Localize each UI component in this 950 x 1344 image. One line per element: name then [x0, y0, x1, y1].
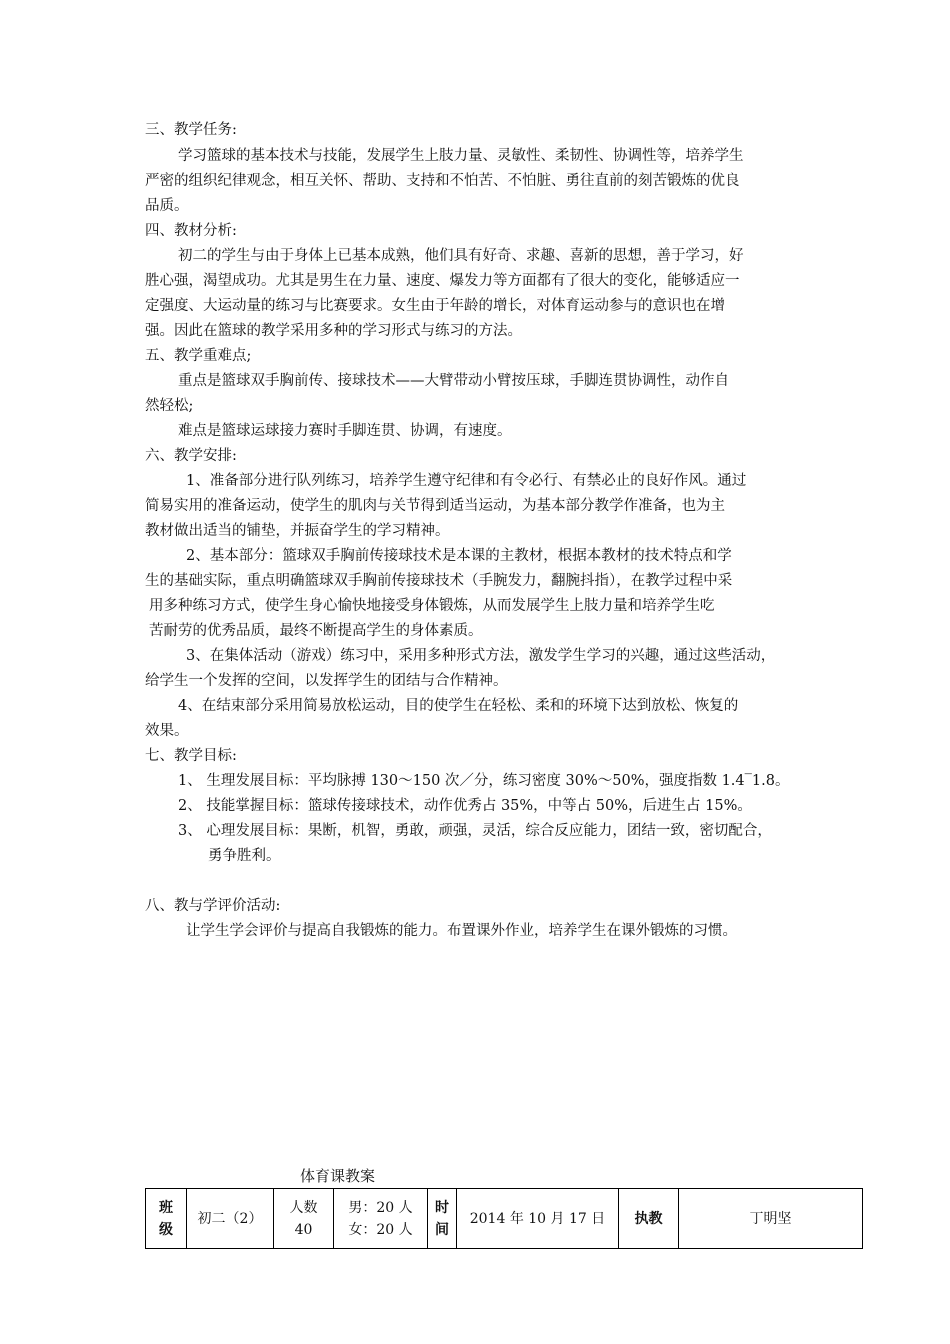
text-line: 苦耐劳的优秀品质，最终不断提高学生的身体素质。 — [149, 623, 483, 639]
time-label: 时间 — [428, 1189, 457, 1249]
class-value: 初二（2） — [187, 1189, 274, 1249]
text-line: 教材做出适当的铺垫，并振奋学生的学习精神。 — [145, 523, 450, 539]
text-line: 4、在结束部分采用简易放松运动，目的使学生在轻松、柔和的环境下达到放松、恢复的 — [178, 698, 739, 714]
text-line: 强。因此在篮球的教学采用多种的学习形式与练习的方法。 — [145, 323, 522, 339]
text-line: 勇争胜利。 — [208, 848, 281, 864]
text-line: 2、基本部分：篮球双手胸前传接球技术是本课的主教材，根据本教材的技术特点和学 — [186, 548, 732, 564]
text-line: 重点是篮球双手胸前传、接球技术——大臂带动小臂按压球，手脚连贯协调性，动作自 — [178, 373, 729, 389]
student-count: 人数 40 — [274, 1189, 334, 1249]
text-line: 生的基础实际，重点明确篮球双手胸前传接球技术（手腕发力，翻腕抖指），在教学过程中采 — [145, 573, 733, 589]
text-line: 然轻松; — [145, 398, 194, 414]
lesson-date: 2014 年 10 月 17 日 — [457, 1189, 619, 1249]
heading-tasks: 三、教学任务: — [145, 122, 237, 138]
gender-breakdown: 男：20 人 女：20 人 — [334, 1189, 428, 1249]
teacher-name: 丁明坚 — [679, 1189, 863, 1249]
heading-material: 四、教材分析: — [145, 223, 237, 239]
heading-evaluation: 八、教与学评价活动: — [145, 898, 281, 914]
text-line: 初二的学生与由于身体上已基本成熟，他们具有好奇、求趣、喜新的思想，善于学习，好 — [178, 248, 744, 264]
text-line: 简易实用的准备运动，使学生的肌肉与关节得到适当运动，为基本部分教学作准备，也为主 — [145, 498, 725, 514]
text-line: 1、准备部分进行队列练习，培养学生遵守纪律和有令必行、有禁必止的良好作风。通过 — [186, 473, 747, 489]
heading-key-points: 五、教学重难点; — [145, 348, 252, 364]
text-line: 让学生学会评价与提高自我锻炼的能力。布置课外作业，培养学生在课外锻炼的习惯。 — [186, 923, 737, 939]
objective-item: 1、 生理发展目标：平均脉搏 130～150 次／分，练习密度 30%～50%，强度指数 1.4‾1.8。 — [178, 773, 790, 789]
text-line: 严密的组织纪律观念，相互关怀、帮助、支持和不怕苦、不怕脏、勇往直前的刻苦锻炼的优良 — [145, 173, 740, 189]
heading-objectives: 七、教学目标: — [145, 748, 237, 764]
text-line: 难点是篮球运球接力赛时手脚连贯、协调，有速度。 — [178, 423, 512, 439]
text-line: 给学生一个发挥的空间，以发挥学生的团结与合作精神。 — [145, 673, 508, 689]
text-line: 胜心强，渴望成功。尤其是男生在力量、速度、爆发力等方面都有了很大的变化，能够适应一 — [145, 273, 740, 289]
objective-item: 3、 心理发展目标：果断，机智，勇敢，顽强，灵活，综合反应能力，团结一致，密切配合， — [178, 823, 772, 839]
text-line: 3、在集体活动（游戏）练习中，采用多种形式方法，激发学生学习的兴趣，通过这些活动， — [186, 648, 776, 664]
text-line: 学习篮球的基本技术与技能，发展学生上肢力量、灵敏性、柔韧性、协调性等，培养学生 — [178, 148, 744, 164]
lesson-plan-title: 体育课教案 — [300, 1167, 376, 1185]
teacher-label: 执教 — [619, 1189, 679, 1249]
text-line: 定强度、大运动量的练习与比赛要求。女生由于年龄的增长，对体育运动参与的意识也在增 — [145, 298, 725, 314]
heading-arrangement: 六、教学安排: — [145, 448, 237, 464]
text-line: 品质。 — [145, 198, 189, 214]
text-line: 效果。 — [145, 723, 189, 739]
lesson-info-table — [145, 1188, 863, 1249]
class-label: 班级 — [146, 1189, 187, 1249]
objective-item: 2、 技能掌握目标：篮球传接球技术，动作优秀占 35%，中等占 50%，后进生占 15%。 — [178, 798, 752, 814]
text-line: 用多种练习方式，使学生身心愉快地接受身体锻炼，从而发展学生上肢力量和培养学生吃 — [149, 598, 715, 614]
